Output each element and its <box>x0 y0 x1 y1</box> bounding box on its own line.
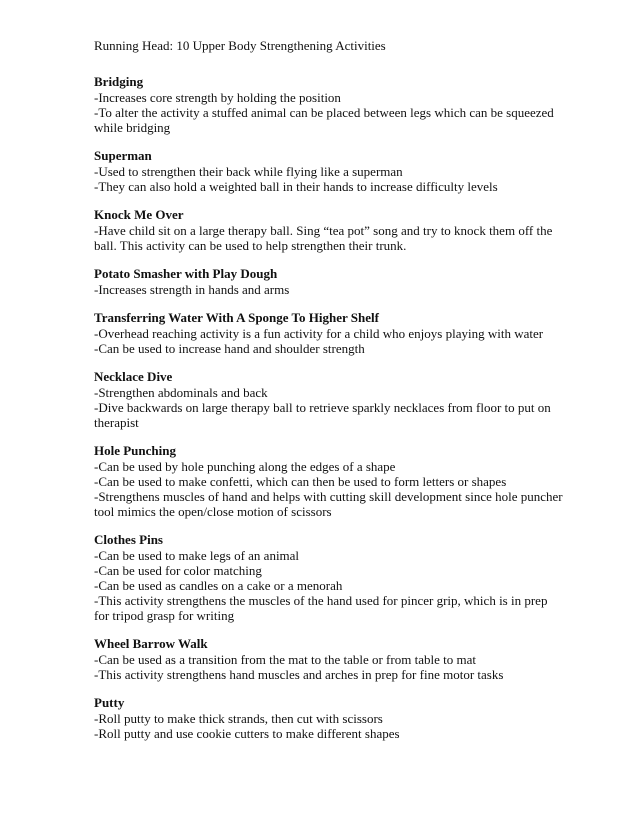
activity-bullet: -Can be used to make confetti, which can then be used to form letters or shapes <box>94 474 507 489</box>
activity-title: Superman <box>94 148 152 163</box>
activity-bullet: -Used to strengthen their back while flying like a superman <box>94 164 403 179</box>
activity-title: Wheel Barrow Walk <box>94 636 208 651</box>
activity-bullet: -This activity strengthens the muscles of the hand used for pincer grip, which is in prep for tripod grasp for writing <box>94 593 548 623</box>
activity-bullet: -Strengthen abdominals and back <box>94 385 268 400</box>
activity-section <box>94 532 564 623</box>
activity-title: Hole Punching <box>94 443 176 458</box>
activity-bullet: -Roll putty and use cookie cutters to make different shapes <box>94 726 400 741</box>
activity-section <box>94 266 564 297</box>
activity-bullet: -Increases strength in hands and arms <box>94 282 290 297</box>
activity-bullet: -Dive backwards on large therapy ball to retrieve sparkly necklaces from floor to put on therapist <box>94 400 551 430</box>
activity-bullet: -Can be used as candles on a cake or a menorah <box>94 578 343 593</box>
activity-title: Clothes Pins <box>94 532 163 547</box>
activity-bullet: -Can be used to increase hand and shoulder strength <box>94 341 365 356</box>
activity-section <box>94 369 564 430</box>
activity-bullet: -Increases core strength by holding the position <box>94 90 341 105</box>
activity-title: Bridging <box>94 74 144 89</box>
activity-list <box>94 74 564 741</box>
activity-bullet: -Roll putty to make thick strands, then cut with scissors <box>94 711 383 726</box>
document-page <box>94 37 564 754</box>
activity-section <box>94 74 564 135</box>
activity-bullet: -Can be used by hole punching along the edges of a shape <box>94 459 396 474</box>
activity-bullet: -Have child sit on a large therapy ball. Sing “tea pot” song and try to knock them off the ball. This activity can be used to help strengthen their trunk. <box>94 223 553 253</box>
activity-section <box>94 148 564 194</box>
activity-bullet: -Can be used for color matching <box>94 563 262 578</box>
activity-title: Transferring Water With A Sponge To Higher Shelf <box>94 310 379 325</box>
activity-section <box>94 636 564 682</box>
activity-bullet: -To alter the activity a stuffed animal can be placed between legs which can be squeezed while bridging <box>94 105 554 135</box>
activity-title: Necklace Dive <box>94 369 173 384</box>
activity-bullet: -This activity strengthens hand muscles and arches in prep for fine motor tasks <box>94 667 504 682</box>
activity-section <box>94 207 564 253</box>
activity-bullet: -They can also hold a weighted ball in their hands to increase difficulty levels <box>94 179 498 194</box>
activity-section <box>94 310 564 356</box>
activity-bullet: -Strengthens muscles of hand and helps with cutting skill development since hole puncher tool mimics the open/close motion of scissors <box>94 489 563 519</box>
activity-bullet: -Can be used to make legs of an animal <box>94 548 300 563</box>
activity-title: Putty <box>94 695 125 710</box>
activity-title: Knock Me Over <box>94 207 184 222</box>
running-head: Running Head: 10 Upper Body Strengthening Activities <box>94 38 386 53</box>
activity-bullet: -Can be used as a transition from the mat to the table or from table to mat <box>94 652 476 667</box>
activity-section <box>94 695 564 741</box>
activity-title: Potato Smasher with Play Dough <box>94 266 278 281</box>
activity-bullet: -Overhead reaching activity is a fun activity for a child who enjoys playing with water <box>94 326 544 341</box>
activity-section <box>94 443 564 519</box>
